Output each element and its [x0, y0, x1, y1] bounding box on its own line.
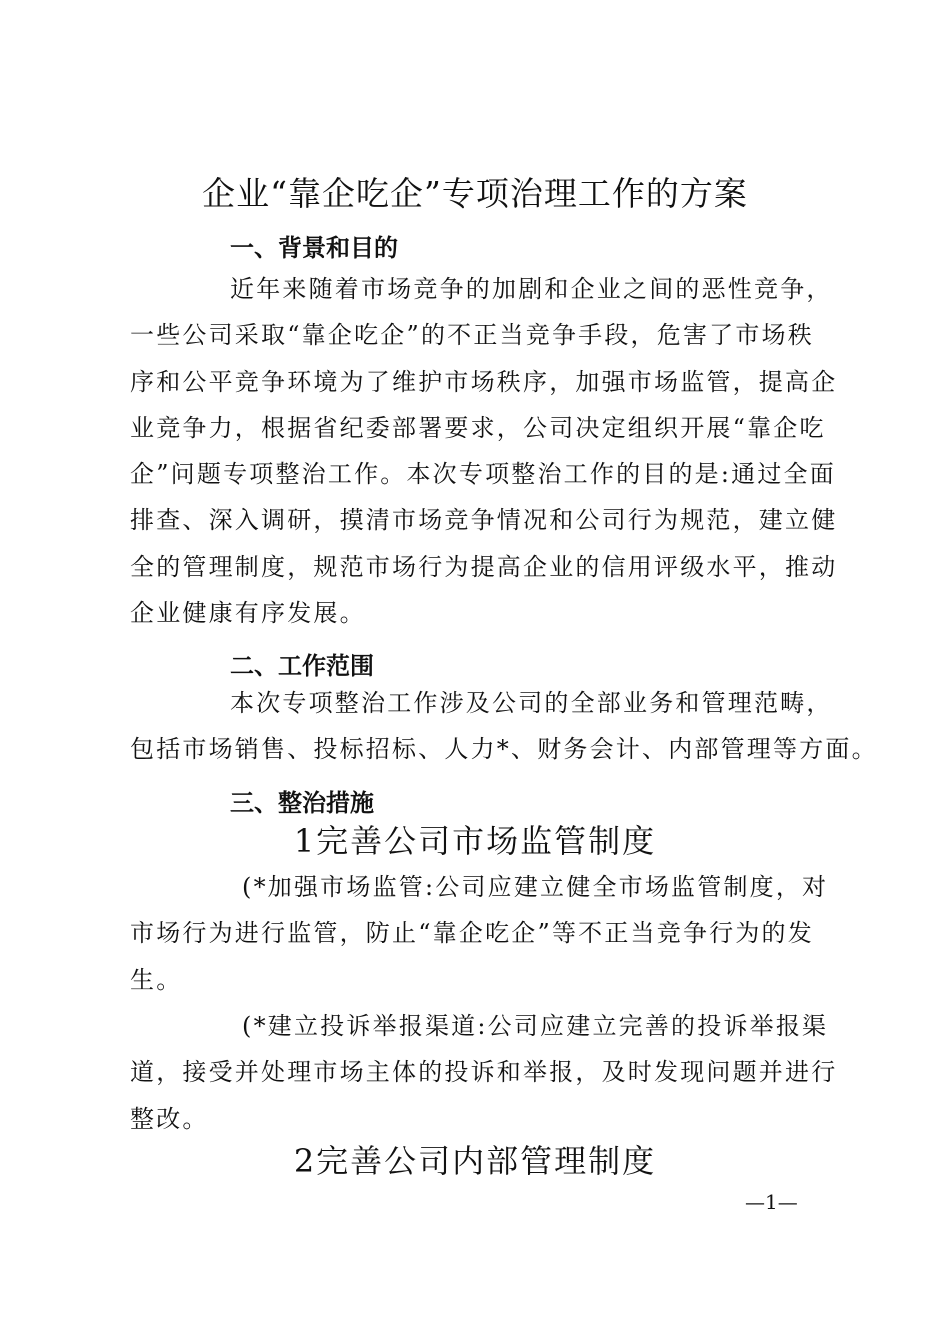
- paragraph-line: 市场行为进行监管，防止“靠企吃企”等不正当竞争行为的发: [130, 919, 814, 948]
- paragraph-line: 企”问题专项整治工作。本次专项整治工作的目的是:通过全面: [130, 460, 836, 489]
- paragraph-line: 企业健康有序发展。: [130, 599, 366, 628]
- section-heading-measures: 三、整治措施: [230, 789, 374, 817]
- document-title: 企业“靠企吃企”专项治理工作的方案: [202, 174, 748, 213]
- page-number: —1—: [745, 1190, 798, 1214]
- paragraph-line: 近年来随着市场竞争的加剧和企业之间的恶性竞争，: [230, 275, 833, 303]
- section-heading-background: 一、背景和目的: [230, 234, 398, 262]
- subheading-internal-management: 2完善公司内部管理制度: [293, 1142, 657, 1180]
- section-paragraph-scope: [130, 680, 878, 773]
- measure-item-2: [130, 1003, 838, 1142]
- paragraph-line: (*建立投诉举报渠道:公司应建立完善的投诉举报渠: [242, 1012, 829, 1040]
- paragraph-line: 全的管理制度，规范市场行为提高企业的信用评级水平，推动: [130, 552, 838, 581]
- section-paragraph-background: [130, 266, 838, 636]
- paragraph-line: 道，接受并处理市场主体的投诉和举报，及时发现问题并进行: [130, 1058, 838, 1087]
- paragraph-line: 排查、深入调研，摸清市场竞争情况和公司行为规范，建立健: [130, 506, 838, 535]
- measure-item-1: [130, 864, 830, 1003]
- subheading-market-supervision: 1完善公司市场监管制度: [293, 822, 657, 860]
- paragraph-line: 本次专项整治工作涉及公司的全部业务和管理范畴，: [230, 689, 833, 717]
- paragraph-line: 序和公平竞争环境为了维护市场秩序，加强市场监管，提高企: [130, 367, 838, 396]
- paragraph-line: 包括市场销售、投标招标、人力*、财务会计、内部管理等方面。: [130, 735, 878, 764]
- paragraph-line: 生。: [130, 965, 183, 994]
- paragraph-line: 业竞争力，根据省纪委部署要求，公司决定组织开展“靠企吃: [130, 413, 826, 442]
- paragraph-line: (*加强市场监管:公司应建立健全市场监管制度，对: [242, 873, 829, 901]
- paragraph-line: 整改。: [130, 1104, 209, 1133]
- paragraph-line: 一些公司采取“靠企吃企”的不正当竞争手段，危害了市场秩: [130, 321, 814, 350]
- section-heading-scope: 二、工作范围: [230, 652, 374, 680]
